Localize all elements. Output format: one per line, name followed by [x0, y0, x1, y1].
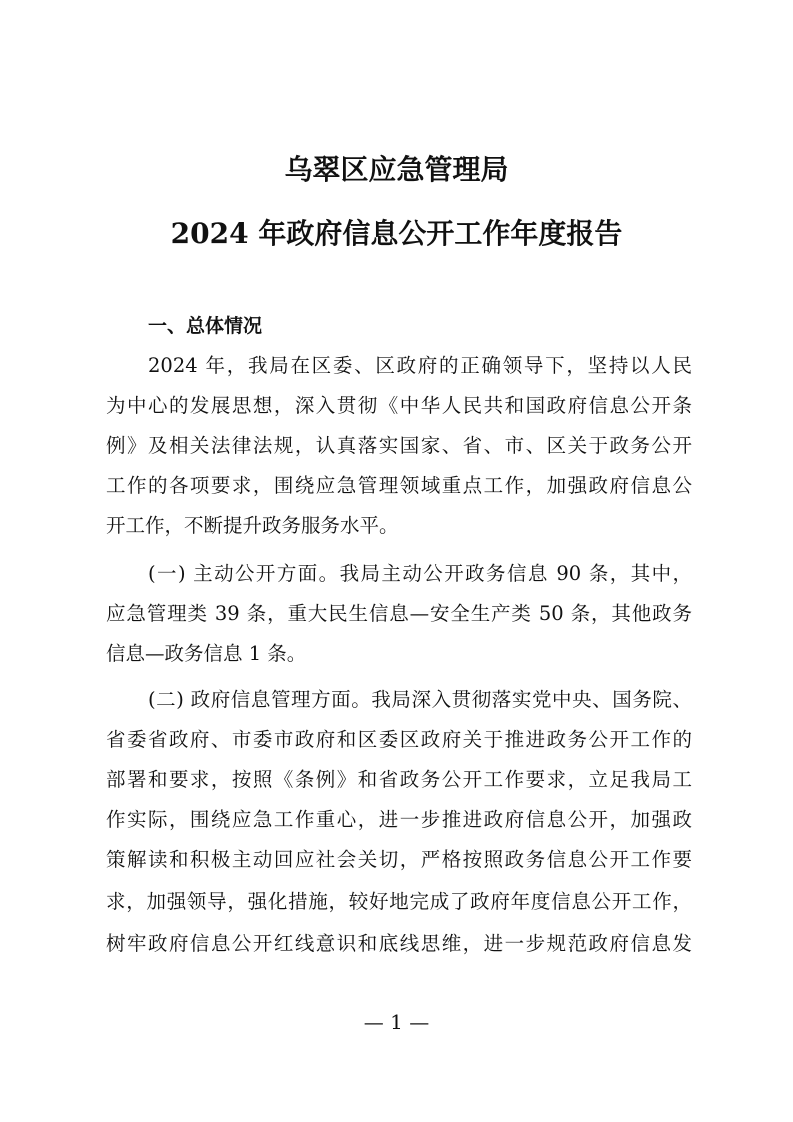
paragraph-1-line-3: 例》及相关法律法规，认真落实国家、省、市、区关于政务公开 — [106, 434, 692, 457]
paragraph-1-line-5: 开工作，不断提升政务服务水平。 — [106, 514, 399, 537]
paragraph-3-line-7: 树牢政府信息公开红线意识和底线思维，进一步规范政府信息发 — [106, 932, 692, 955]
paragraph-2-line-3: 信息—政务信息 1 条。 — [106, 642, 307, 665]
paragraph-1-line-4: 工作的各项要求，围绕应急管理领域重点工作，加强政府信息公 — [106, 474, 692, 497]
paragraph-1-line-1: 2024 年，我局在区委、区政府的正确领导下，坚持以人民 — [148, 354, 692, 377]
document-title-line-1: 乌翠区应急管理局 — [284, 153, 509, 186]
paragraph-3-line-3: 部署和要求，按照《条例》和省政务公开工作要求，立足我局工 — [106, 768, 692, 791]
paragraph-1-line-2: 为中心的发展思想，深入贯彻《中华人民共和国政府信息公开条 — [106, 394, 692, 417]
paragraph-3-line-5: 策解读和积极主动回应社会关切，严格按照政务信息公开工作要 — [106, 848, 692, 871]
paragraph-3-line-2: 省委省政府、市委市政府和区委区政府关于推进政务公开工作的 — [106, 728, 692, 751]
document-title-line-2: 2024 年政府信息公开工作年度报告 — [170, 217, 623, 250]
paragraph-2-line-1: (一) 主动公开方面。我局主动公开政务信息 90 条，其中， — [148, 562, 692, 585]
section-heading-overview: 一、总体情况 — [148, 315, 263, 337]
paragraph-3-line-6: 求，加强领导，强化措施，较好地完成了政府年度信息公开工作， — [106, 890, 692, 913]
paragraph-2-line-2: 应急管理类 39 条，重大民生信息—安全生产类 50 条，其他政务 — [106, 602, 692, 625]
paragraph-3-line-1: (二) 政府信息管理方面。我局深入贯彻落实党中央、国务院、 — [148, 688, 692, 711]
page-number: — 1 — — [363, 1010, 430, 1034]
paragraph-3-line-4: 作实际，围绕应急工作重心，进一步推进政府信息公开，加强政 — [106, 808, 692, 831]
